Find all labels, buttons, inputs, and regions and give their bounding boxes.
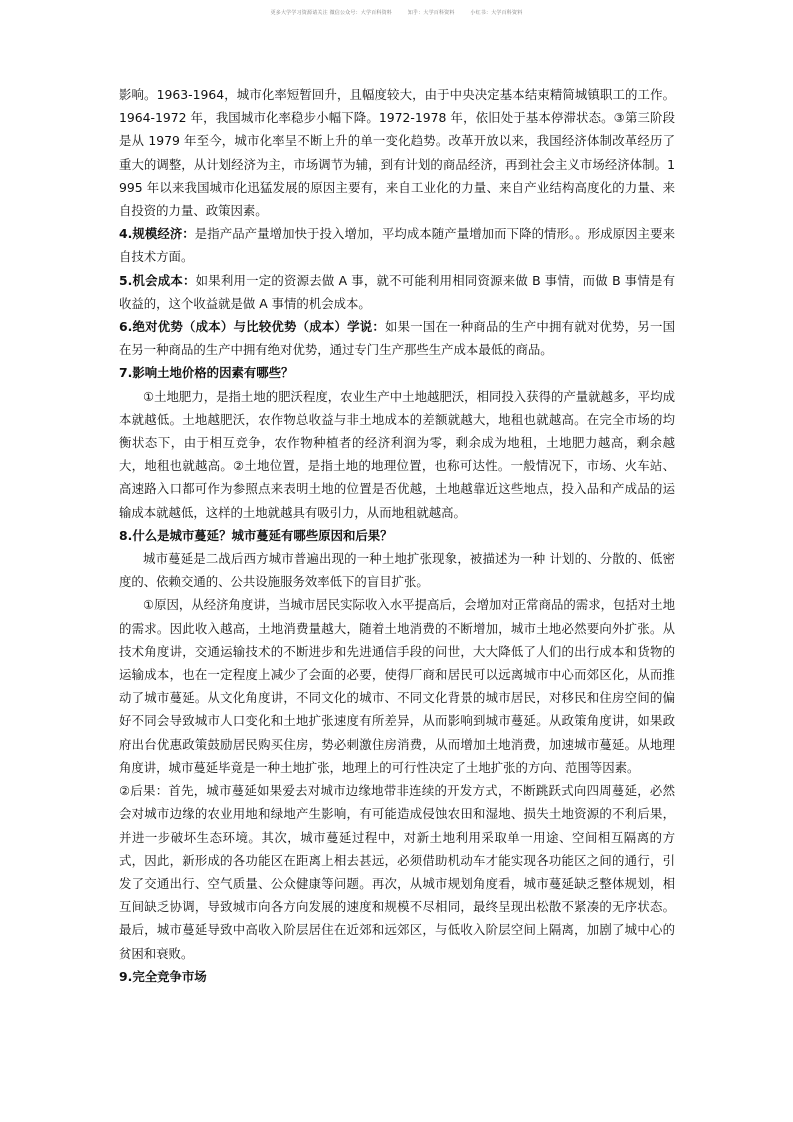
heading-perfect-competition: 9.完全竞争市场 xyxy=(119,968,207,984)
heading-opportunity-cost: 5.机会成本： xyxy=(119,272,196,288)
header-wechat-note: 更多大学学习资源请关注 微信公众号：大学百科资料 xyxy=(270,10,392,16)
text-urban-sprawl-consequences: ②后果：首先，城市蔓延如果爱去对城市边缘地带非连续的开发方式，不断跳跃式向四周蔓延，必然会对城市边缘的农业用地和绿地产生影响，有可能造成侵蚀农田和湿地、损失土地资源的不利后果，并进一步破坏生态环境。其次，城市蔓延过程中，对新土地利用采取单一用途、空间相互隔离的方式，因此，新形成的各功能区在距离上相去甚远，必须借助机动车才能实现各功能区之间的通行，引发了交通出行、空气质量、公众健康等问题。再次，从城市规划角度看，城市蔓延缺乏整体规划，相互间缺乏协调，导致城市向各方向发展的速度和规模不尽相同，最终呈现出松散不紧凑的无序状态。最后，城市蔓延导致中高收入阶层居住在近郊和远郊区，与低收入阶层空间上隔离，加剧了城中心的贫困和衰败。 xyxy=(119,783,675,961)
text-urban-sprawl-definition: 城市蔓延是二战后西方城市普遍出现的一种土地扩张现象，被描述为一种 计划的、分散的、低密度的、依赖交通的、公共设施服务效率低下的盲目扩张。 xyxy=(119,551,675,590)
section-opportunity-cost xyxy=(119,269,675,315)
heading-absolute-comparative-advantage: 6.绝对优势（成本）与比较优势（成本）学说： xyxy=(119,319,385,335)
heading-economies-of-scale: 4.规模经济： xyxy=(119,226,195,242)
section-economies-of-scale xyxy=(119,222,675,268)
heading-urban-sprawl: 8.什么是城市蔓延？城市蔓延有哪些原因和后果？ xyxy=(119,527,393,543)
paragraph-urbanization-stages: 影响。1963-1964，城市化率短暂回升，且幅度较大，由于中央决定基本结束精简城镇职工的工作。1964-1972 年，我国城市化率稳步小幅下降。1972-1978 年，依旧处于基本停滞状态。③第三阶段是从 1979 年至今，城市化率呈不断上升的单一变化趋势。改革开放以来，我国经济体制改革经历了重大的调整，从计划经济为主，市场调节为辅，到有计划的商品经济，再到社会主义市场经济体制。1995 年以来我国城市化迅猛发展的原因主要有，来自工业化的力量、来自产业结构高度化的力量、来自投资的力量、政策因素。 xyxy=(119,87,675,219)
text-economies-of-scale: 是指产品产量增加快于投入增加，平均成本随产量增加而下降的情形。。形成原因主要来自技术方面。 xyxy=(119,226,675,265)
text-absolute-comparative-advantage: 如果一国在一种商品的生产中拥有就对优势，另一国在另一种商品的生产中拥有绝对优势，通过专门生产那些生产成本最低的商品。 xyxy=(119,319,676,358)
text-land-price-factors: ①土地肥力，是指土地的肥沃程度，农业生产中土地越肥沃，相同投入获得的产量就越多，平均成本就越低。土地越肥沃，农作物总收益与非土地成本的差额就越大，地租也就越高。在完全市场的均衡状态下，由于相互竞争，农作物种植者的经济利润为零，剩余成为地租，土地肥力越高，剩余越大，地租也就越高。②土地位置，是指土地的地理位置，也称可达性。一般情况下，市场、火车站、高速路入口都可作为参照点来表明土地的位置是否优越，土地越靠近这些地点，投入品和产成品的运输成本就越低，这样的土地就越具有吸引力，从而地租就越高。 xyxy=(119,388,675,520)
document-body xyxy=(119,83,675,988)
text-urban-sprawl-causes: ①原因，从经济角度讲，当城市居民实际收入水平提高后，会增加对正常商品的需求，包括对土地的需求。因此收入越高，土地消费量越大，随着土地消费的不断增加，城市土地必然要向外扩张。从技术角度讲，交通运输技术的不断进步和先进通信手段的问世，大大降低了人们的出行成本和货物的运输成本，也在一定程度上减少了会面的必要，使得厂商和居民可以远离城市中心而郊区化，从而推动了城市蔓延。从文化角度讲，不同文化的城市、不同文化背景的城市居民，对移民和住房空间的偏好不同会导致城市人口变化和土地扩张速度有所差异，从而影响到城市蔓延。从政策角度讲，如果政府出台优惠政策鼓励居民购买住房，势必刺激住房消费，从而增加土地消费，加速城市蔓延。从地理角度讲，城市蔓延毕竟是一种土地扩张，地理上的可行性决定了土地扩张的方向、范围等因素。 xyxy=(119,597,675,775)
section-absolute-comparative-advantage xyxy=(119,315,675,361)
text-opportunity-cost: 如果利用一定的资源去做 A 事，就不可能利用相同资源来做 B 事情，而做 B 事情是有收益的，这个收益就是做 A 事情的机会成本。 xyxy=(119,272,675,311)
header-xiaohongshu-note: 小红书：大学百科资料 xyxy=(470,10,523,16)
header-zhihu-note: 知乎：大学百科资料 xyxy=(407,10,455,16)
page-header xyxy=(0,9,793,16)
heading-land-price-factors: 7.影响土地价格的因素有哪些？ xyxy=(119,365,294,381)
